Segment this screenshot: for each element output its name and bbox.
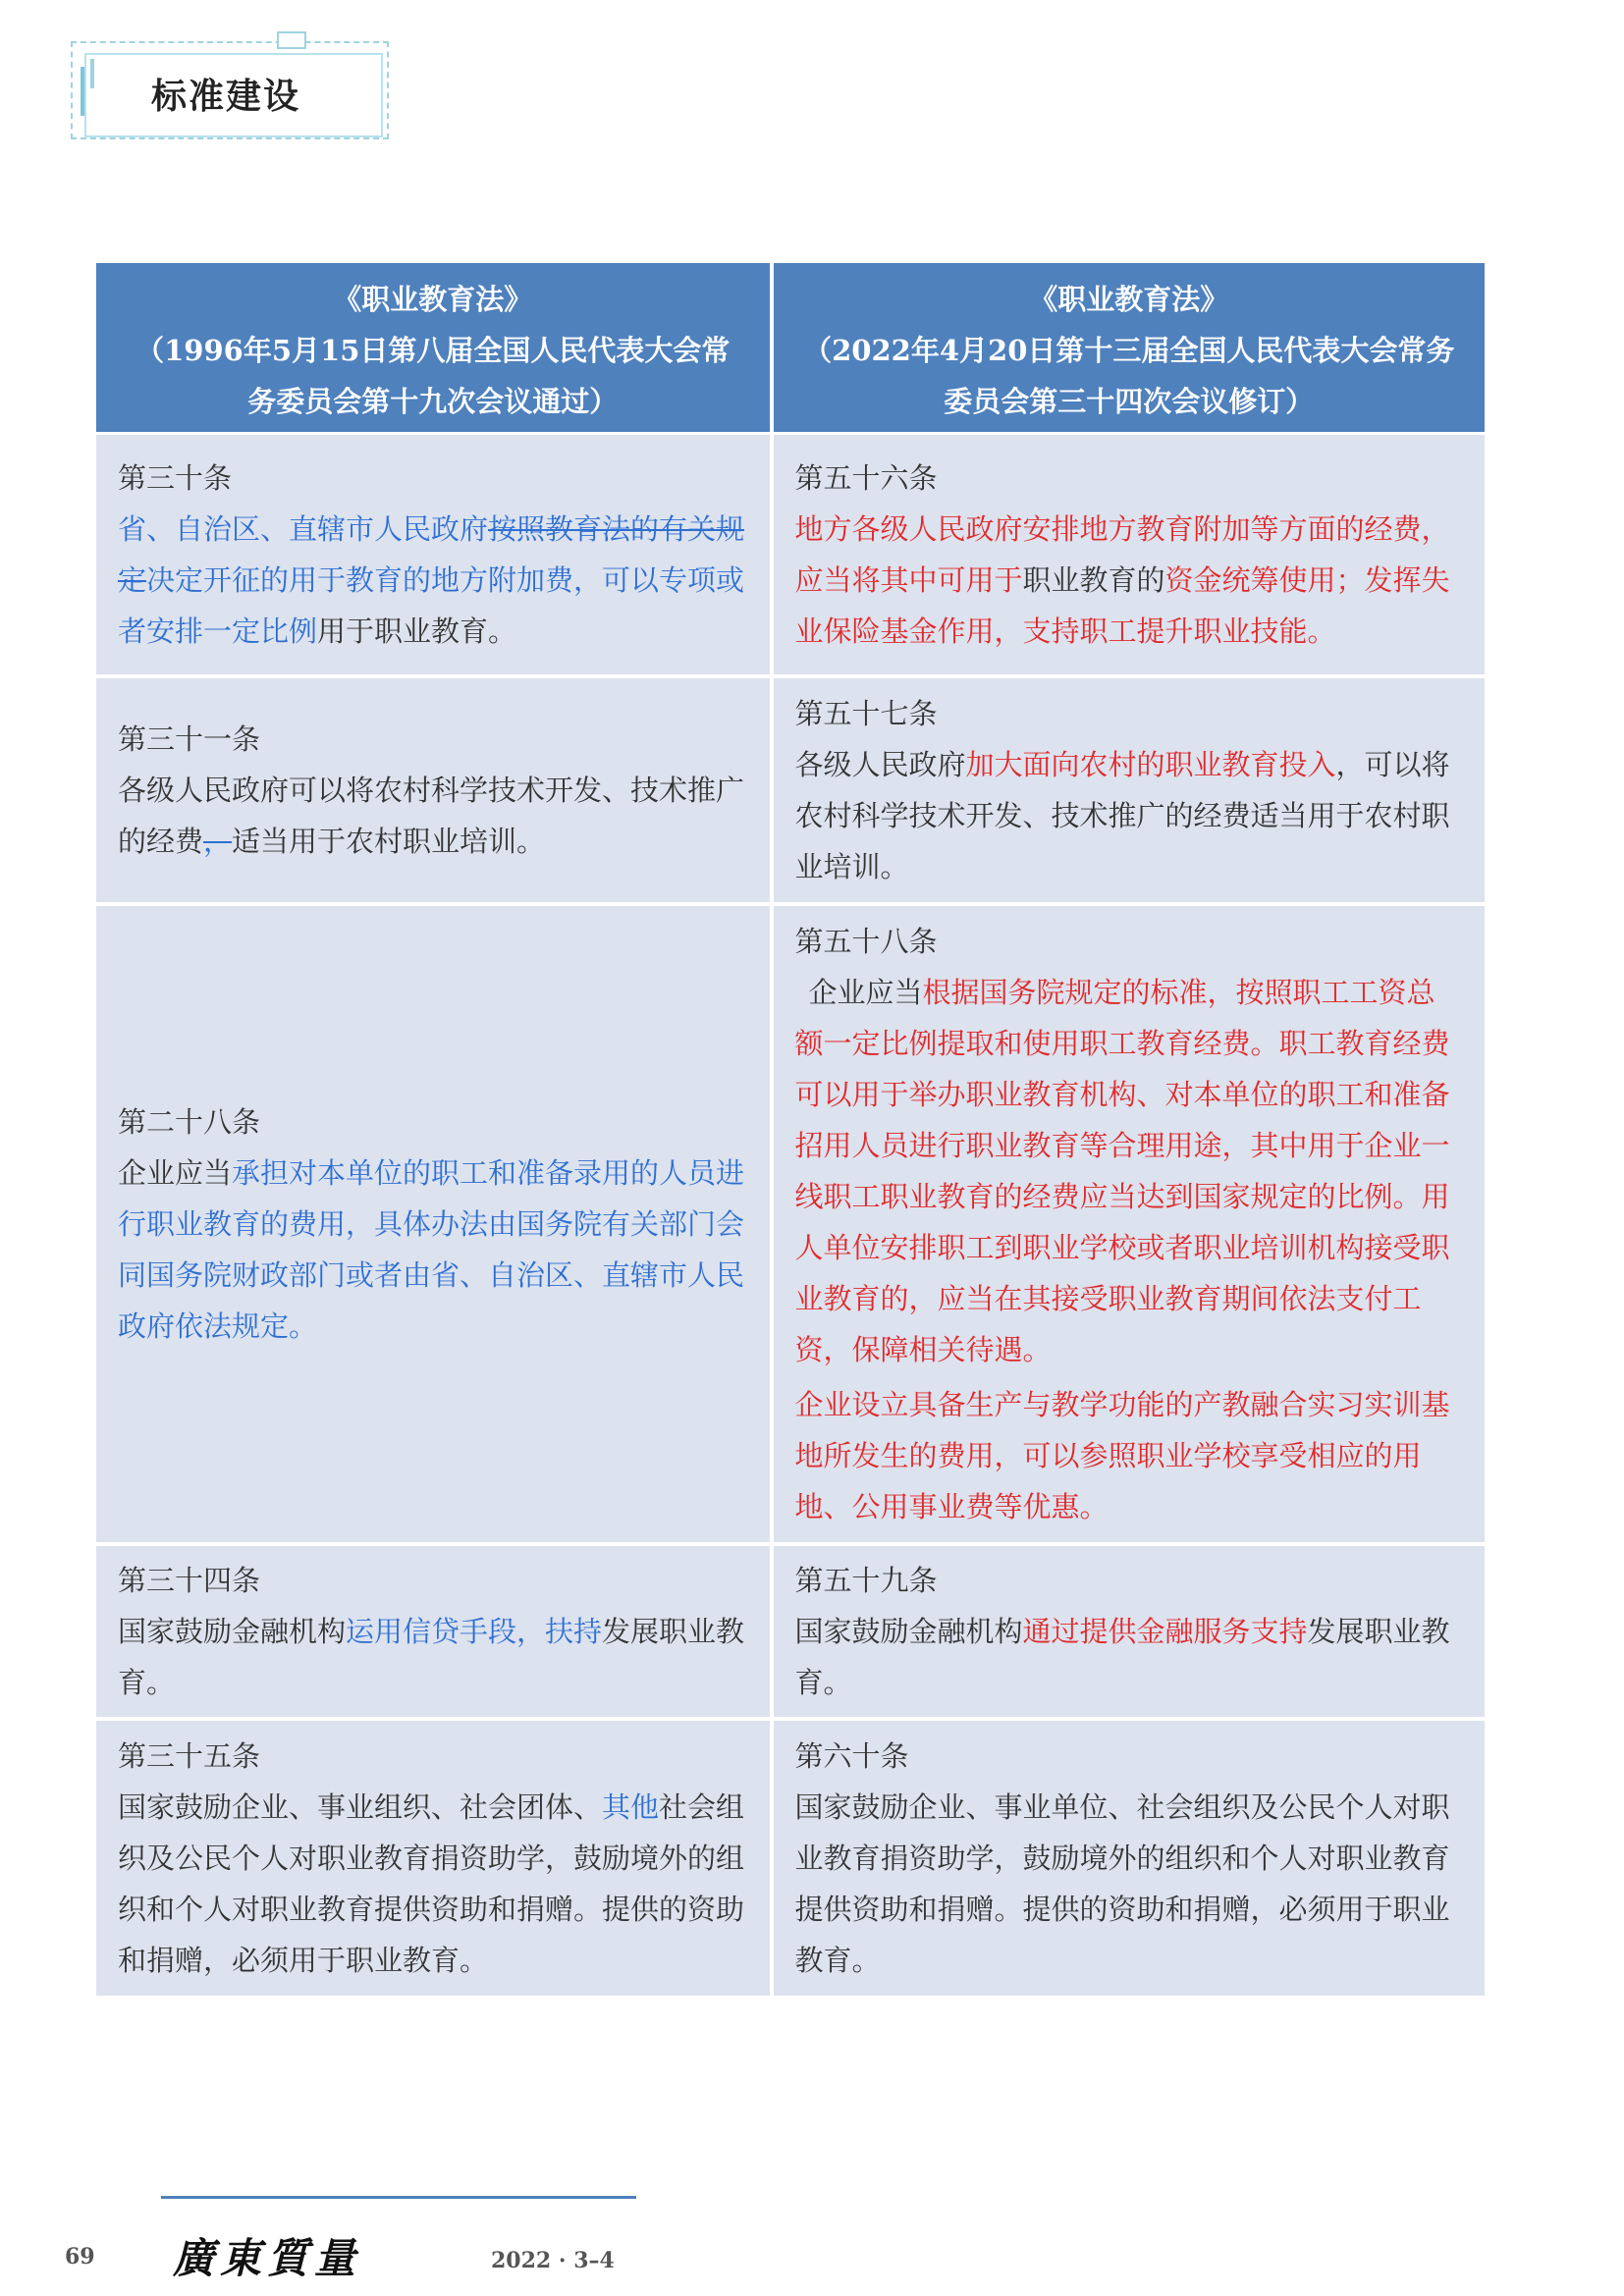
header-law-title: 《职业教育法》 xyxy=(1029,283,1229,316)
article-text xyxy=(118,504,748,657)
plain-text: 企业应当 xyxy=(808,976,923,1009)
article-text xyxy=(118,765,748,867)
plain-text: 企业应当 xyxy=(118,1156,233,1190)
plain-text: 各级人民政府可以将农村科学技术开发、技术推广的经费 xyxy=(118,774,745,858)
plain-text: 发展职业教育。 xyxy=(794,1615,1450,1699)
article-text xyxy=(118,1606,748,1708)
deleted-text: ， xyxy=(203,825,233,858)
header-law-note: 务委员会第十九次会议通过） xyxy=(247,385,619,418)
new-article-cell xyxy=(774,678,1486,906)
header-old-law xyxy=(96,263,774,435)
section-header xyxy=(61,27,405,145)
article-text xyxy=(118,1782,748,1986)
plain-text: 适当用于农村职业培训。 xyxy=(232,825,546,858)
old-article-cell xyxy=(96,1546,774,1721)
article-number: 第三十五条 xyxy=(118,1739,261,1773)
article-text xyxy=(118,1148,748,1352)
header-new-law xyxy=(774,263,1486,435)
article-text: 企业设立具备生产与教学功能的产教融合实习实训基地所发生的费用，可以参照职业学校享受相应的用地、公用事业费等优惠。 xyxy=(794,1388,1450,1523)
plain-text: 职业教育的 xyxy=(1022,563,1165,597)
old-article-cell xyxy=(96,435,774,678)
changed-text: 承担对本单位的职工和准备录用的人员进行职业教育的费用，具体办法由国务院有关部门会同国务院财政部门或者由省、自治区、直辖市人民政府依法规定。 xyxy=(118,1156,745,1343)
new-text: 加大面向农村的职业教育投入 xyxy=(965,748,1336,781)
plain-text: 社会组织及公民个人对职业教育捐资助学，鼓励境外的组织和个人对职业教育提供资助和捐赠。提供的资助和捐赠，必须用于职业教育。 xyxy=(118,1790,745,1977)
law-comparison-table xyxy=(96,263,1485,1996)
changed-text: 决定开征的用于教育的地方附加费，可以专项或者安排一定比例 xyxy=(118,563,745,648)
magazine-logo: 廣東質量 xyxy=(173,2234,362,2282)
changed-text: 其他 xyxy=(602,1790,660,1824)
changed-text: 运用信贷手段，扶持 xyxy=(346,1615,603,1648)
footer-rule xyxy=(161,2196,636,2199)
table-header-row xyxy=(96,263,1485,435)
new-text: 根据国务院规定的标准，按照职工工资总额一定比例提取和使用职工教育经费。职工教育经费可以用于举办职业教育机构、对本单位的职工和准备招用人员进行职业教育等合理用途，其中用于企业一线职工职业教育的经费应当达到国家规定的比例。用人单位安排职工到职业学校或者职业培训机构接受职业教育的，应当在其接受职业教育期间依法支付工资，保障相关待遇。 xyxy=(794,976,1450,1366)
table-row xyxy=(96,1546,1485,1721)
article-text xyxy=(795,504,1464,657)
old-article-cell xyxy=(96,1721,774,1996)
deleted-text: 按照教育法的有关规定 xyxy=(118,512,745,597)
new-article-cell xyxy=(774,1721,1486,1996)
new-text: 资金统筹使用；发挥失业保险基金作用，支持职工提升职业技能。 xyxy=(794,563,1450,648)
section-title: 标准建设 xyxy=(151,77,301,117)
header-decor-bar xyxy=(90,59,94,88)
page-number: 69 xyxy=(65,2244,95,2269)
article-text xyxy=(795,967,1464,1375)
article-number: 第二十八条 xyxy=(118,1105,261,1139)
old-article-cell xyxy=(96,678,774,906)
plain-text: 国家鼓励金融机构 xyxy=(118,1615,347,1648)
new-text: 地方各级人民政府安排地方教育附加等方面的经费，应当将其中可用于 xyxy=(794,512,1450,597)
article-number: 第五十九条 xyxy=(794,1564,938,1597)
article-number: 第五十八条 xyxy=(794,925,938,958)
article-number: 第六十条 xyxy=(794,1739,909,1773)
new-article-cell xyxy=(774,435,1486,678)
table-row xyxy=(96,435,1485,678)
plain-text: 国家鼓励金融机构 xyxy=(794,1615,1023,1648)
plain-text: 用于职业教育。 xyxy=(317,614,517,648)
plain-text: 各级人民政府 xyxy=(794,748,966,781)
issue-number: 2022 · 3–4 xyxy=(491,2248,615,2273)
article-number: 第五十六条 xyxy=(794,461,938,495)
article-text: 国家鼓励企业、事业单位、社会组织及公民个人对职业教育捐资助学，鼓励境外的组织和个人对职业教育提供资助和捐赠。提供的资助和捐赠，必须用于职业教育。 xyxy=(794,1790,1450,1977)
new-text: 通过提供金融服务支持 xyxy=(1022,1615,1308,1648)
table-row xyxy=(96,678,1485,906)
new-article-cell xyxy=(774,906,1486,1546)
header-law-note: （2022年4月20日第十三届全国人民代表大会常务 xyxy=(803,334,1455,367)
article-number: 第三十一条 xyxy=(118,722,261,756)
table-row xyxy=(96,1721,1485,1996)
article-number: 第三十条 xyxy=(118,461,233,495)
table-row xyxy=(96,906,1485,1546)
article-text xyxy=(795,739,1464,892)
changed-text: 省、自治区、直辖市人民政府 xyxy=(118,512,489,546)
plain-text: ，可以将农村科学技术开发、技术推广的经费适当用于农村职业培训。 xyxy=(794,748,1450,883)
plain-text: 国家鼓励企业、事业组织、社会团体、 xyxy=(118,1790,603,1824)
header-law-title: 《职业教育法》 xyxy=(333,283,533,316)
article-number: 第五十七条 xyxy=(794,697,938,730)
plain-text: 发展职业教育。 xyxy=(118,1615,745,1699)
article-text xyxy=(795,1606,1464,1708)
old-article-cell xyxy=(96,906,774,1546)
header-decor-square xyxy=(277,31,306,49)
header-law-note: （1996年5月15日第八届全国人民代表大会常 xyxy=(135,334,731,367)
header-decor-bar xyxy=(81,67,84,116)
header-law-note: 委员会第三十四次会议修订） xyxy=(944,385,1315,418)
article-number: 第三十四条 xyxy=(118,1564,261,1597)
new-article-cell xyxy=(774,1546,1486,1721)
